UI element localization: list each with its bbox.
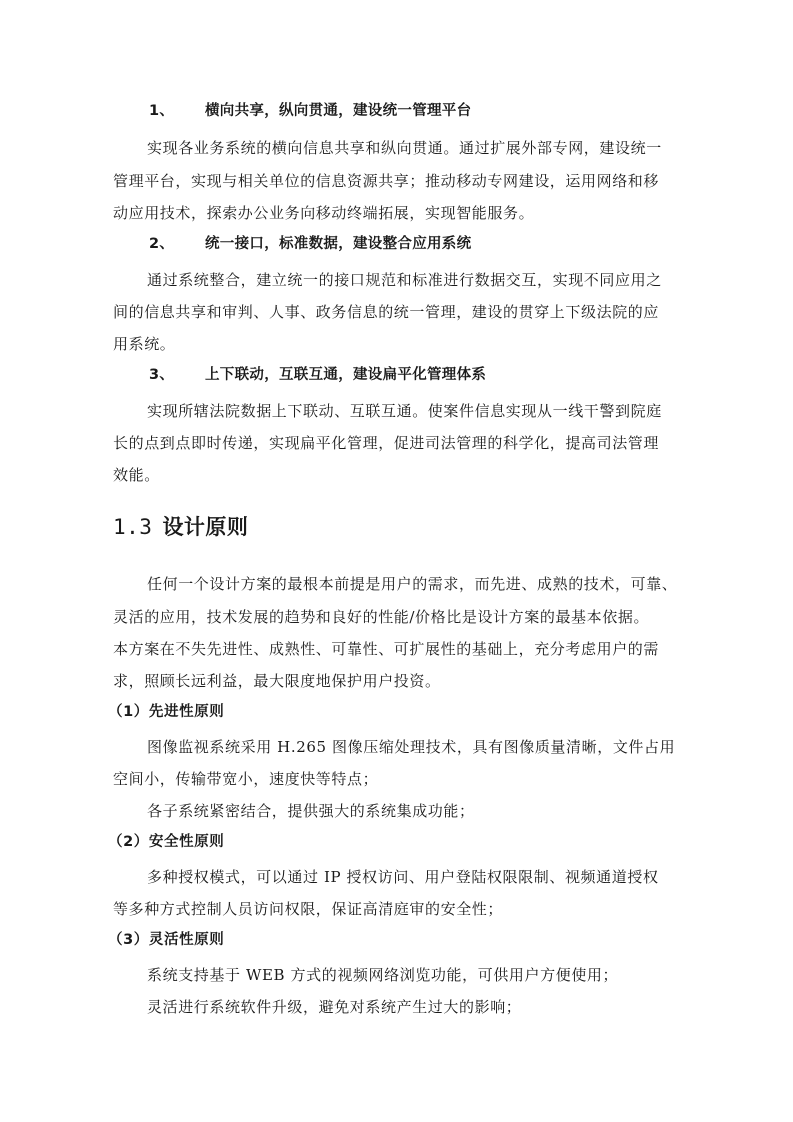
principle-heading-2: （2）安全性原则 [108,834,225,850]
objective-number: 1、 [149,103,175,119]
section-title [113,513,248,541]
objective-title: 统一接口，标准数据，建设整合应用系统 [205,236,472,252]
paragraph-line: 灵活进行系统软件升级，避免对系统产生过大的影响； [147,998,522,1016]
paragraph-line: 系统支持基于 WEB 方式的视频网络浏览功能，可供用户方便使用； [147,966,619,984]
objective-title: 上下联动，互联互通，建设扁平化管理体系 [205,367,487,383]
objective-number: 2、 [149,236,175,252]
paragraph-line: 动应用技术，探索办公业务向移动终端拓展，实现智能服务。 [113,204,535,222]
paragraph-line: 等多种方式控制人员访问权限，保证高清庭审的安全性； [113,900,504,918]
paragraph-line: 效能。 [113,466,160,484]
paragraph-line: 用系统。 [113,335,176,353]
paragraph-line: 空间小，传输带宽小，速度快等特点； [113,770,379,788]
principle-heading-3: （3）灵活性原则 [108,932,225,948]
paragraph-line: 各子系统紧密结合，提供强大的系统集成功能； [147,802,475,820]
objective-heading-1 [149,101,471,121]
paragraph-line: 多种授权模式，可以通过 IP 授权访问、用户登陆权限限制、视频通道授权 [147,868,659,886]
objective-heading-3 [149,365,486,385]
objective-title: 横向共享，纵向贯通，建设统一管理平台 [205,103,472,119]
paragraph-line: 实现所辖法院数据上下联动、互联互通。使案件信息实现从一线干警到院庭 [147,402,662,420]
section-number: 1.3 [113,515,153,539]
paragraph-line: 求，照顾长远利益，最大限度地保护用户投资。 [113,672,441,690]
paragraph-line: 实现各业务系统的横向信息共享和纵向贯通。通过扩展外部专网，建设统一 [147,139,662,157]
objective-heading-2 [149,234,471,254]
paragraph-line: 通过系统整合，建立统一的接口规范和标准进行数据交互，实现不同应用之 [147,271,662,289]
paragraph-line: 本方案在不失先进性、成熟性、可靠性、可扩展性的基础上，充分考虑用户的需 [113,640,660,658]
section-title-text: 设计原则 [162,515,249,539]
paragraph-line: 长的点到点即时传递，实现扁平化管理，促进司法管理的科学化，提高司法管理 [113,434,660,452]
paragraph-line: 灵活的应用，技术发展的趋势和良好的性能/价格比是设计方案的最基本依据。 [113,608,650,626]
paragraph-line: 管理平台，实现与相关单位的信息资源共享；推动移动专网建设，运用网络和移 [113,172,660,190]
paragraph-line: 任何一个设计方案的最根本前提是用户的需求，而先进、成熟的技术，可靠、 [147,575,678,593]
principle-heading-1: （1）先进性原则 [108,704,225,720]
objective-number: 3、 [149,367,175,383]
paragraph-line: 图像监视系统采用 H.265 图像压缩处理技术，具有图像质量清晰，文件占用 [147,738,676,756]
paragraph-line: 间的信息共享和审判、人事、政务信息的统一管理，建设的贯穿上下级法院的应 [113,303,660,321]
